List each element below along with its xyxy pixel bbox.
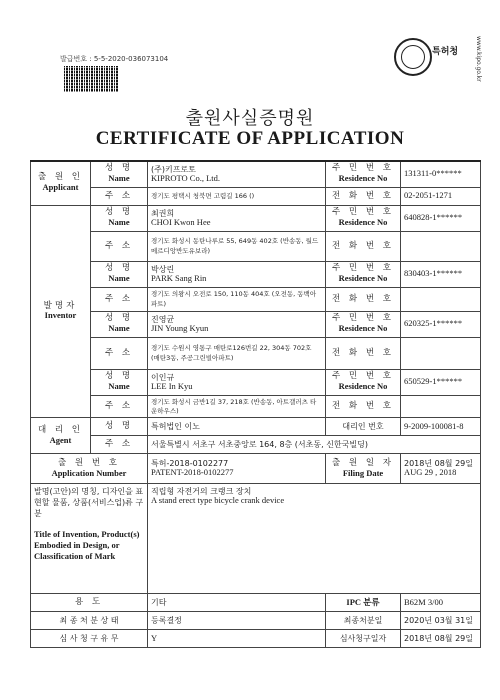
inventor-name-en: PARK Sang Rin	[151, 272, 207, 283]
name-label-en: Name	[108, 323, 130, 333]
inventor-name-row	[31, 311, 481, 337]
exam-request-label: 심 사 청 구 유 무	[59, 634, 119, 643]
agent-label-en: Agent	[49, 434, 72, 445]
residence-label-en: Residence No	[338, 217, 388, 227]
side-url: www.kipo.go.kr	[475, 36, 482, 82]
filing-date-ko: 2018년 08월 29일	[404, 459, 473, 469]
inventor-residence-no: 620325-1******	[404, 318, 463, 329]
agent-name: 특허법인 이노	[151, 422, 200, 431]
agent-number: 9-2009-100081-8	[404, 420, 464, 431]
address-label-ko: 주 소	[104, 347, 134, 358]
inventor-label-en: Inventor	[44, 310, 77, 321]
office-name: 특허청	[432, 47, 459, 57]
residence-label-en: Residence No	[338, 273, 388, 283]
exam-request-row	[31, 630, 481, 648]
inventor-label-cell	[31, 205, 91, 418]
address-label-ko: 주 소	[104, 240, 134, 251]
name-label-ko: 성 명	[104, 421, 134, 432]
inventor-address-row	[31, 287, 481, 311]
applicant-address: 경기도 평택시 청북면 고렴길 166 ()	[151, 192, 255, 201]
app-number-label-cell	[31, 454, 148, 484]
residence-label-ko: 주 민 번 호	[332, 163, 394, 174]
inventor-address-row	[31, 395, 481, 418]
address-label-ko: 주 소	[104, 400, 134, 411]
name-label-ko: 성 명	[104, 313, 134, 324]
exam-request-date-label: 심사청구일자	[339, 634, 387, 643]
agent-label-ko: 대 리 인	[37, 424, 84, 435]
applicant-label-en: Applicant	[42, 182, 79, 193]
inventor-address-row	[31, 231, 481, 261]
final-status-value: 등록결정	[151, 616, 182, 625]
inventor-name-ko: 박상린	[151, 264, 175, 274]
agent-address: 서울특별시 서초구 서초중앙로 164, 8층 (서초동, 신한국빌딩)	[151, 440, 368, 449]
phone-label-ko: 전 화 번 호	[332, 240, 394, 251]
applicant-residence-no: 131311-0******	[404, 168, 462, 179]
address-label-ko: 주 소	[104, 293, 134, 304]
issue-number: 발급번호 : 5-5-2020-036073104	[60, 55, 169, 63]
inventor-name-row	[31, 261, 481, 287]
residence-label-en: Residence No	[338, 173, 388, 184]
inventor-address: 경기도 의왕시 오전로 150, 110동 404호 (오전동, 동백아파트)	[151, 290, 317, 308]
ipc-value: B62M 3/00	[404, 596, 443, 607]
use-value: 기타	[151, 598, 167, 607]
address-label-ko: 주 소	[104, 190, 134, 201]
barcode	[64, 66, 118, 92]
name-label-ko: 성 명	[104, 263, 134, 274]
inventor-name-row	[31, 205, 481, 231]
invention-title-ko: 직립형 자전거의 크랭크 장치	[151, 487, 252, 497]
exam-request-date-value: 2018년 08월 29일	[404, 634, 473, 643]
page-title-korean: 출원사실증명원	[185, 108, 315, 129]
title-label-ko: 발명(고안)의 명칭, 디자인을 표현할 물품, 상품(서비스업)류 구분	[34, 487, 144, 518]
phone-label-ko: 전 화 번 호	[332, 347, 394, 358]
residence-label-en: Residence No	[338, 381, 388, 391]
phone-label-ko: 전 화 번 호	[332, 293, 394, 304]
applicant-label-ko: 출 원 인	[37, 172, 84, 183]
address-label-ko: 주 소	[104, 439, 134, 450]
name-label-ko: 성 명	[104, 371, 134, 382]
name-label-en: Name	[108, 173, 130, 184]
residence-label-en: Residence No	[338, 323, 388, 333]
filing-date-en: AUG 29 , 2018	[404, 467, 457, 478]
final-date-value: 2020년 03월 31일	[404, 616, 473, 625]
inventor-name-ko: 최권희	[151, 208, 175, 218]
name-label-en: Name	[108, 217, 130, 227]
inventor-address: 경기도 화성시 동탄나루로 55, 649동 402호 (반송동, 월드메르디앙반도유보라)	[151, 237, 319, 255]
inventor-name-en: CHOI Kwon Hee	[151, 216, 211, 227]
agent-name-row	[31, 418, 481, 436]
inventor-residence-no: 640828-1******	[404, 212, 463, 223]
applicant-name-en: KIPROTO Co., Ltd.	[151, 172, 221, 183]
residence-label-ko: 주 민 번 호	[332, 313, 394, 324]
agent-no-label: 대리인 번호	[342, 422, 384, 431]
residence-label-ko: 주 민 번 호	[332, 263, 394, 274]
app-number-label-ko: 출 원 번 호	[58, 457, 120, 468]
final-status-label: 최 종 처 분 상 태	[59, 616, 119, 625]
inventor-name-en: JIN Young Kyun	[151, 322, 209, 333]
residence-label-ko: 주 민 번 호	[332, 207, 394, 218]
applicant-name-row	[31, 161, 481, 187]
agent-address-row	[31, 436, 481, 454]
inventor-residence-no: 650529-1******	[404, 376, 463, 387]
filing-date-label-en: Filing Date	[342, 467, 384, 478]
agent-label-cell	[31, 418, 91, 454]
inventor-name-ko: 진영균	[151, 314, 175, 324]
final-date-label: 최종처분일	[343, 616, 383, 625]
inventor-name-row	[31, 369, 481, 395]
name-label-ko: 성 명	[104, 163, 134, 174]
application-number-ko: 특허-2018-0102277	[151, 459, 229, 469]
name-label-en: Name	[108, 381, 130, 391]
residence-label-ko: 주 민 번 호	[332, 371, 394, 382]
applicant-phone: 02-2051-1271	[404, 190, 453, 201]
exam-request-value: Y	[151, 632, 158, 643]
name-label-en: Name	[108, 273, 130, 283]
kipo-logo-seal-icon	[394, 38, 432, 76]
ipc-label: IPC 분류	[346, 596, 380, 607]
filing-date-label-ko: 출 원 일 자	[332, 457, 394, 468]
applicant-name-ko: (주)키프로토	[151, 164, 196, 174]
invention-title-en: A stand erect type bicycle crank device	[151, 495, 285, 506]
page-title-english: CERTIFICATE OF APPLICATION	[95, 128, 405, 149]
phone-label-ko: 전 화 번 호	[332, 190, 394, 201]
name-label-ko: 성 명	[104, 207, 134, 218]
application-number-row	[31, 454, 481, 484]
applicant-label-cell	[31, 161, 91, 205]
inventor-residence-no: 830403-1******	[404, 268, 463, 279]
final-status-row	[31, 612, 481, 630]
app-number-label-en: Application Number	[51, 467, 127, 478]
title-label-cell	[31, 484, 148, 594]
certificate-table	[30, 160, 481, 648]
use-ipc-row	[31, 594, 481, 612]
inventor-name-en: LEE In Kyu	[151, 380, 193, 391]
inventor-name-ko: 이인규	[151, 372, 175, 382]
inventor-address: 경기도 화성시 금반1길 37, 218호 (반송동, 아트갤러츠 타운하우스)	[151, 397, 317, 416]
inventor-label-ko: 발명자	[43, 300, 78, 311]
phone-label-ko: 전 화 번 호	[332, 400, 394, 411]
inventor-address: 경기도 수원시 영통구 매탄로126번길 22, 304동 702호 (매탄3동, 주공그린빌아파트)	[151, 344, 312, 362]
inventor-address-row	[31, 337, 481, 369]
applicant-address-row	[31, 187, 481, 205]
application-number-en: PATENT-2018-0102277	[151, 467, 234, 478]
title-of-invention-row	[31, 484, 481, 594]
title-label-en: Title of Invention, Product(s) Embodied in Design, or Classification of Mark	[34, 529, 140, 561]
use-label: 용 도	[74, 597, 104, 608]
